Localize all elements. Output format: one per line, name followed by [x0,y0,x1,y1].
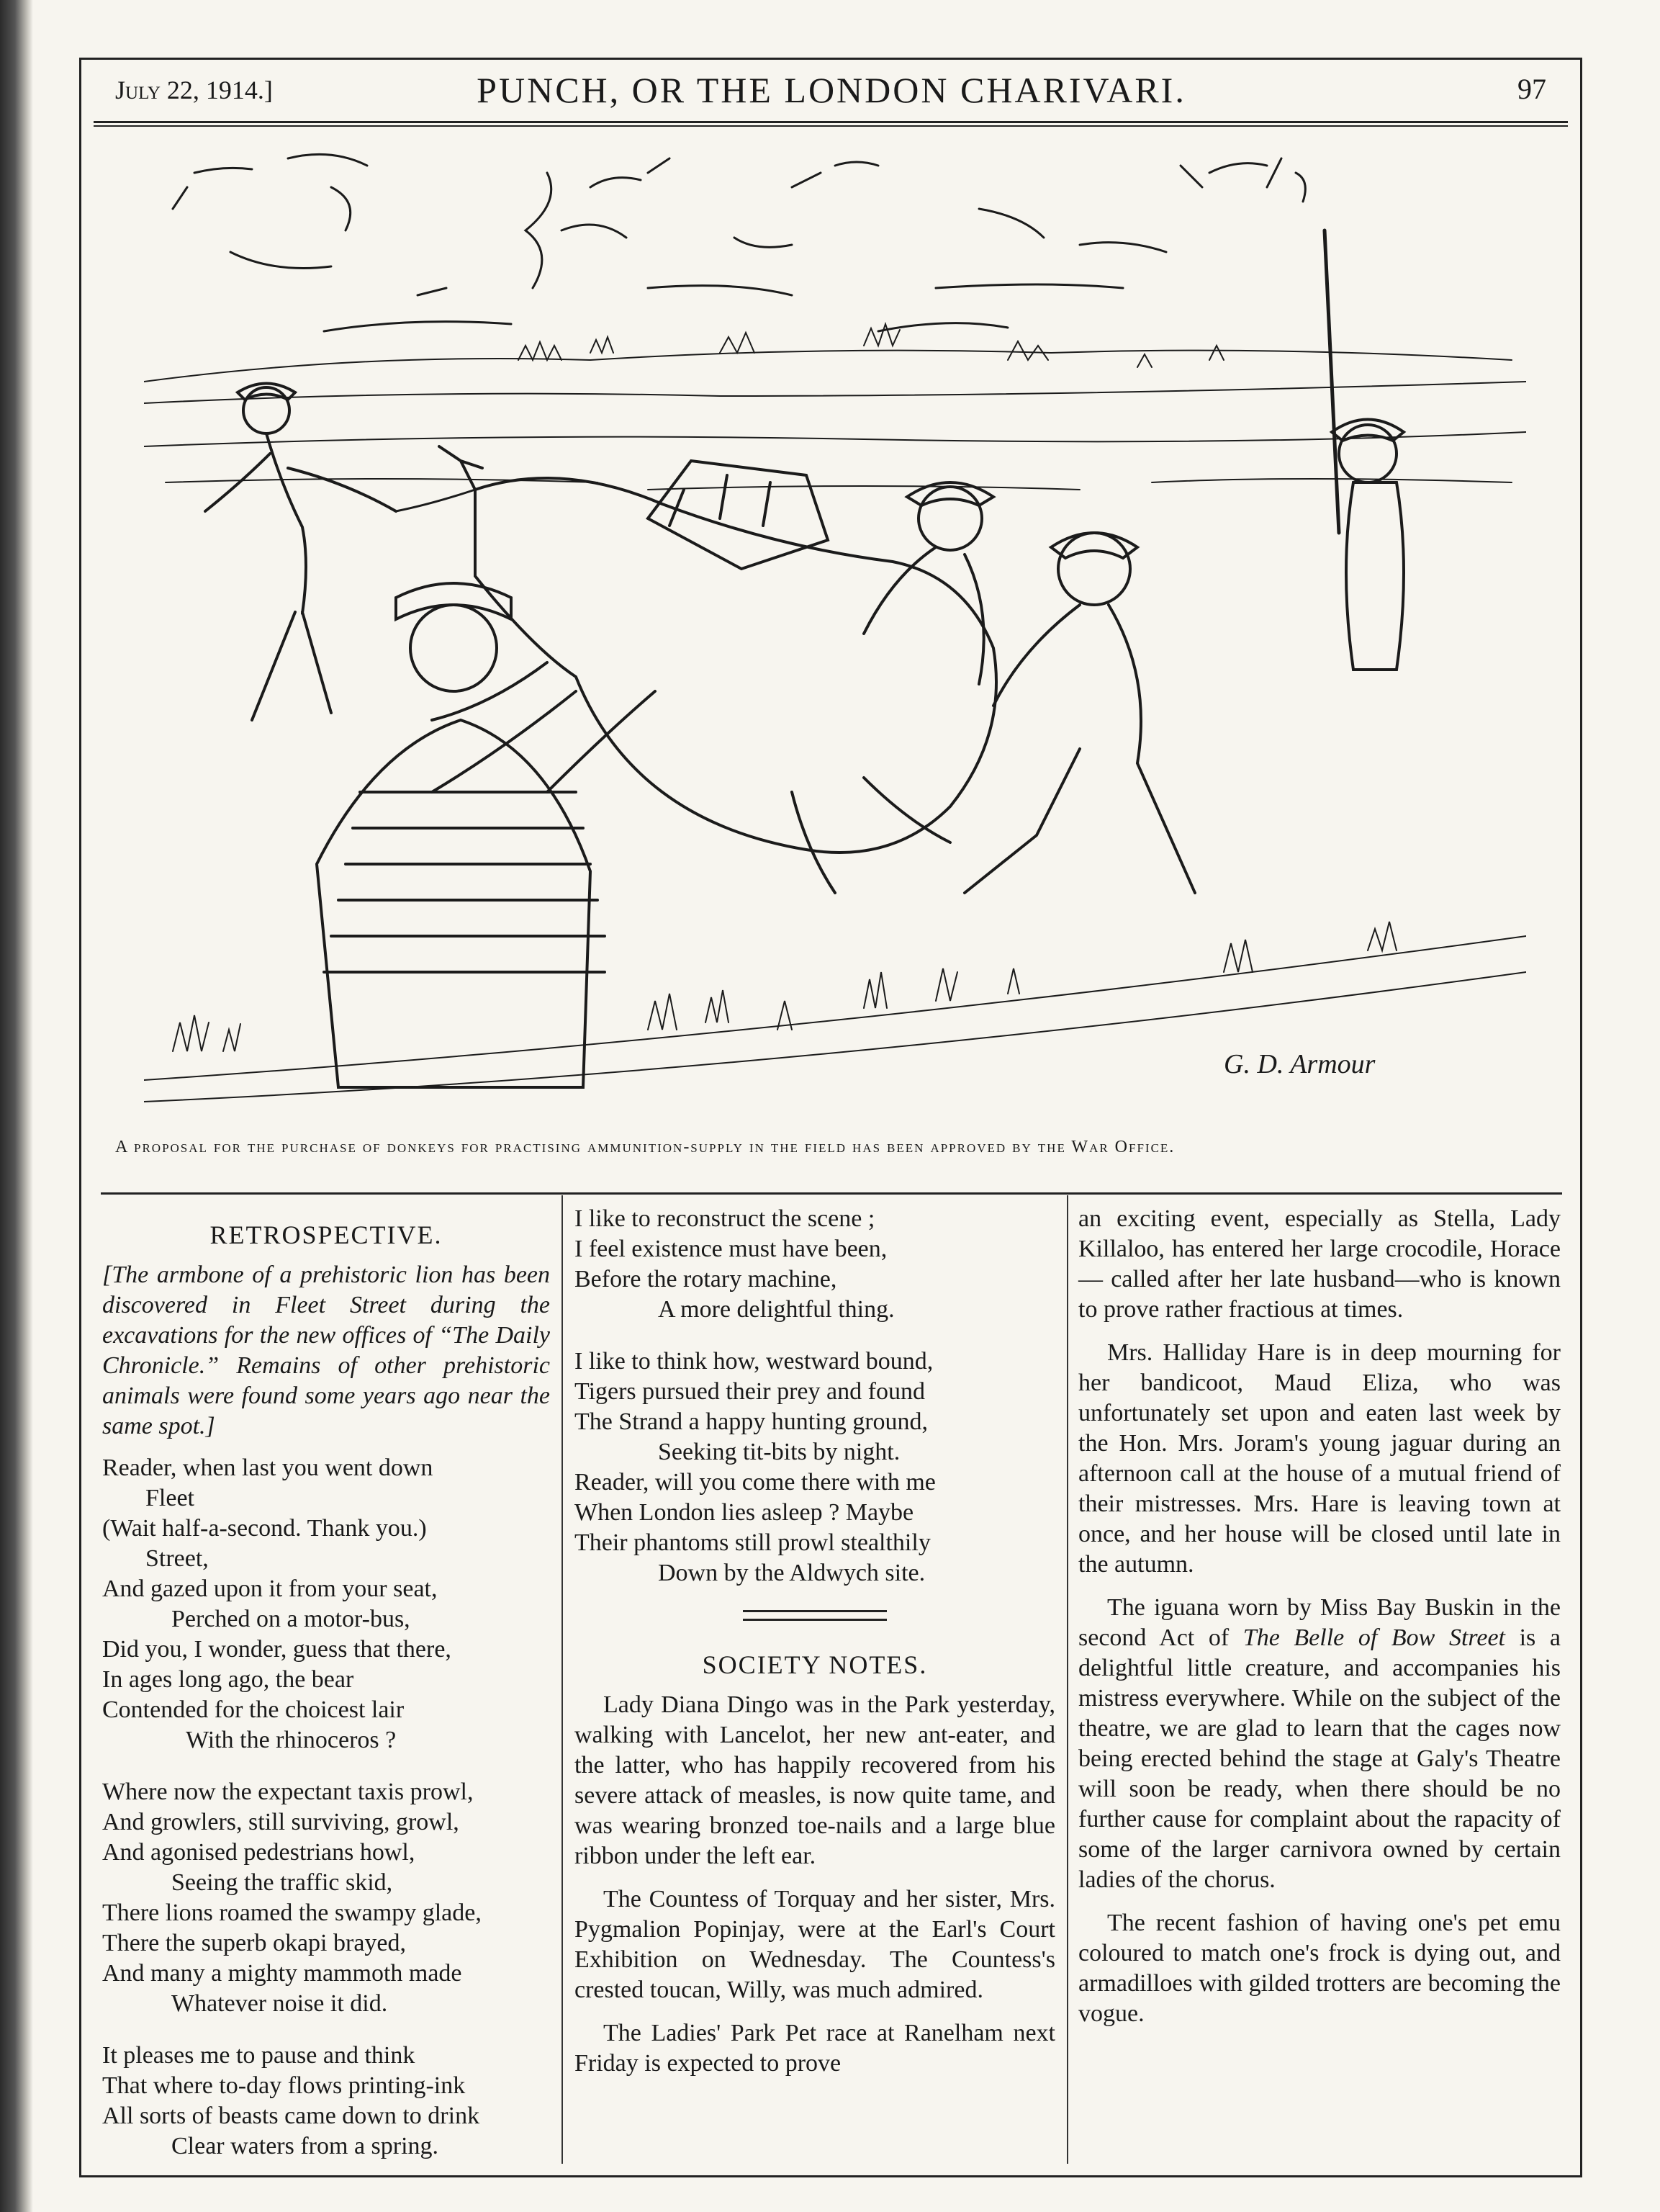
page-header [101,69,1562,115]
page-number: 97 [1517,73,1546,105]
play-title: The Belle of Bow Street [1242,1624,1505,1651]
verse-line: Contended for the choicest lair [102,1696,405,1723]
column-1 [102,1204,550,2162]
society-note-paragraph: Mrs. Halliday Hare is in deep mourning for her bandicoot, Maud Eliza, who was unfortunately set upon and eaten last week by the Hon. Mrs. Joram's young jaguar during an afternoon call at the house of a mutual friend of their mistresses. Mrs. Hare is leaving town at once, and her house will be closed until late in the autumn. [1078,1339,1561,1578]
retrospective-heading: RETROSPECTIVE. [209,1220,443,1249]
verse-line: Their phantoms still prowl stealthily [574,1529,931,1556]
verse-line: There lions roamed the swampy glade, [102,1899,482,1926]
cartoon-caption: A proposal for the purchase of donkeys for practising ammunition-supply in the field has been approved by the War Office. [115,1138,1176,1156]
verse-line: Clear waters from a spring. [171,2133,439,2159]
retrospective-stanza-2 [102,1777,550,2019]
verse-line: Reader, when last you went down [102,1455,433,1481]
column-3 [1078,1204,1561,2042]
column-divider-2 [1067,1195,1068,2164]
header-rule [94,121,1568,127]
retrospective-stanza-5 [574,1346,1055,1588]
verse-line: Tigers pursued their prey and found [574,1378,925,1405]
verse-line: Before the rotary machine, [574,1266,837,1292]
section-divider [743,1610,887,1621]
verse-line: Where now the expectant taxis prowl, [102,1779,474,1805]
verse-line: I like to reconstruct the scene ; [574,1205,875,1232]
society-notes-body [574,1690,1055,2079]
verse-line: Perched on a motor-bus, [171,1606,410,1632]
society-note-text: is a delightful little creature, and accompanies his mistress everywhere. While on the subject of the theatre, we are glad to learn that the cages now being erected behind the stage at Galy's Theatre will soon be ready, when there should be no further cause for complaint about the rapacity of some of the larger carnivora owned by certain ladies of the chorus. [1078,1624,1561,1893]
retrospective-stanza-4 [574,1204,1055,1325]
verse-line: Whatever noise it did. [171,1990,388,2017]
columns-top-rule [101,1192,1562,1195]
society-note-paragraph [1078,1593,1561,1895]
society-note-text: The iguana worn by Miss Bay Buskin in the second Act of [1078,1594,1561,1651]
verse-line: Seeing the traffic skid, [171,1869,393,1896]
society-note-paragraph: Lady Diana Dingo was in the Park yesterday, walking with Lancelot, her new ant-eater, and the latter, who has happily recovered from his severe attack of measles, is now quite tame, and was wearing bronzed toe-nails and a large blue ribbon under the left ear. [574,1691,1055,1869]
verse-line: All sorts of beasts came down to drink [102,2103,480,2129]
donkey-figure [432,446,996,893]
verse-line: Seeking tit-bits by night. [658,1439,901,1465]
verse-line: And many a mighty mammoth made [102,1960,462,1987]
verse-line: Did you, I wonder, guess that there, [102,1636,451,1663]
verse-line: There the superb okapi brayed, [102,1930,406,1956]
cartoon-illustration [144,144,1526,1130]
verse-line: And growlers, still surviving, growl, [102,1809,459,1835]
verse-line: Down by the Aldwych site. [658,1560,926,1586]
verse-line: And gazed upon it from your seat, [102,1575,438,1602]
society-note-paragraph: The recent fashion of having one's pet emu coloured to match one's frock is dying out, and armadilloes with gilded trotters are becoming the vogue. [1078,1910,1561,2027]
verse-line: The Strand a happy hunting ground, [574,1408,929,1435]
retrospective-editorial-note: [The armbone of a prehistoric lion has been discovered in Fleet Street during the excavations for the new offices of “The Daily Chronicle.” Remains of other prehistoric animals were found some years ago near the same spot.] [102,1262,550,1439]
verse-line: It pleases me to pause and think [102,2042,415,2069]
society-notes-heading: SOCIETY NOTES. [702,1650,928,1679]
column-divider-1 [561,1195,563,2164]
sky-clouds [173,154,1305,331]
landscape-background [144,324,1526,490]
society-note-paragraph: an exciting event, especially as Stella, Lady Killaloo, has entered her large crocodile, Horace — called after her late husband—who is known to prove rather fractious at times. [1078,1205,1561,1323]
verse-line: I like to think how, westward bound, [574,1348,934,1375]
verse-line: I feel existence must have been, [574,1236,888,1262]
artist-signature: G. D. Armour [1224,1049,1376,1079]
verse-line: With the rhinoceros ? [186,1727,397,1753]
verse-line: A more delightful thing. [658,1296,895,1323]
retrospective-stanza-3 [102,2041,550,2162]
verse-line: (Wait half-a-second. Thank you.) [102,1515,427,1542]
society-note-paragraph: The Countess of Torquay and her sister, Mrs. Pygmalion Popinjay, were at the Earl's Court Exhibition on Wednesday. The Countess's crested toucan, Willy, was much admired. [574,1886,1055,2003]
verse-line: In ages long ago, the bear [102,1666,354,1693]
column-2 [574,1204,1055,2092]
verse-line: And agonised pedestrians howl, [102,1839,415,1866]
verse-line: When London lies asleep ? Maybe [574,1499,914,1526]
society-note-paragraph: The Ladies' Park Pet race at Ranelham next Friday is expected to prove [574,2020,1055,2077]
verse-line: That where to-day flows printing-ink [102,2072,466,2099]
verse-line: Street, [145,1545,209,1572]
retrospective-stanza-1 [102,1453,550,1755]
verse-line: Reader, will you come there with me [574,1469,936,1496]
society-notes-body-continued [1078,1204,1561,2029]
issue-date: July 22, 1914.] [115,76,273,104]
masthead-title: PUNCH, OR THE LONDON CHARIVARI. [477,70,1186,110]
scan-edge-shadow [0,0,33,2212]
verse-line: Fleet [145,1485,194,1511]
